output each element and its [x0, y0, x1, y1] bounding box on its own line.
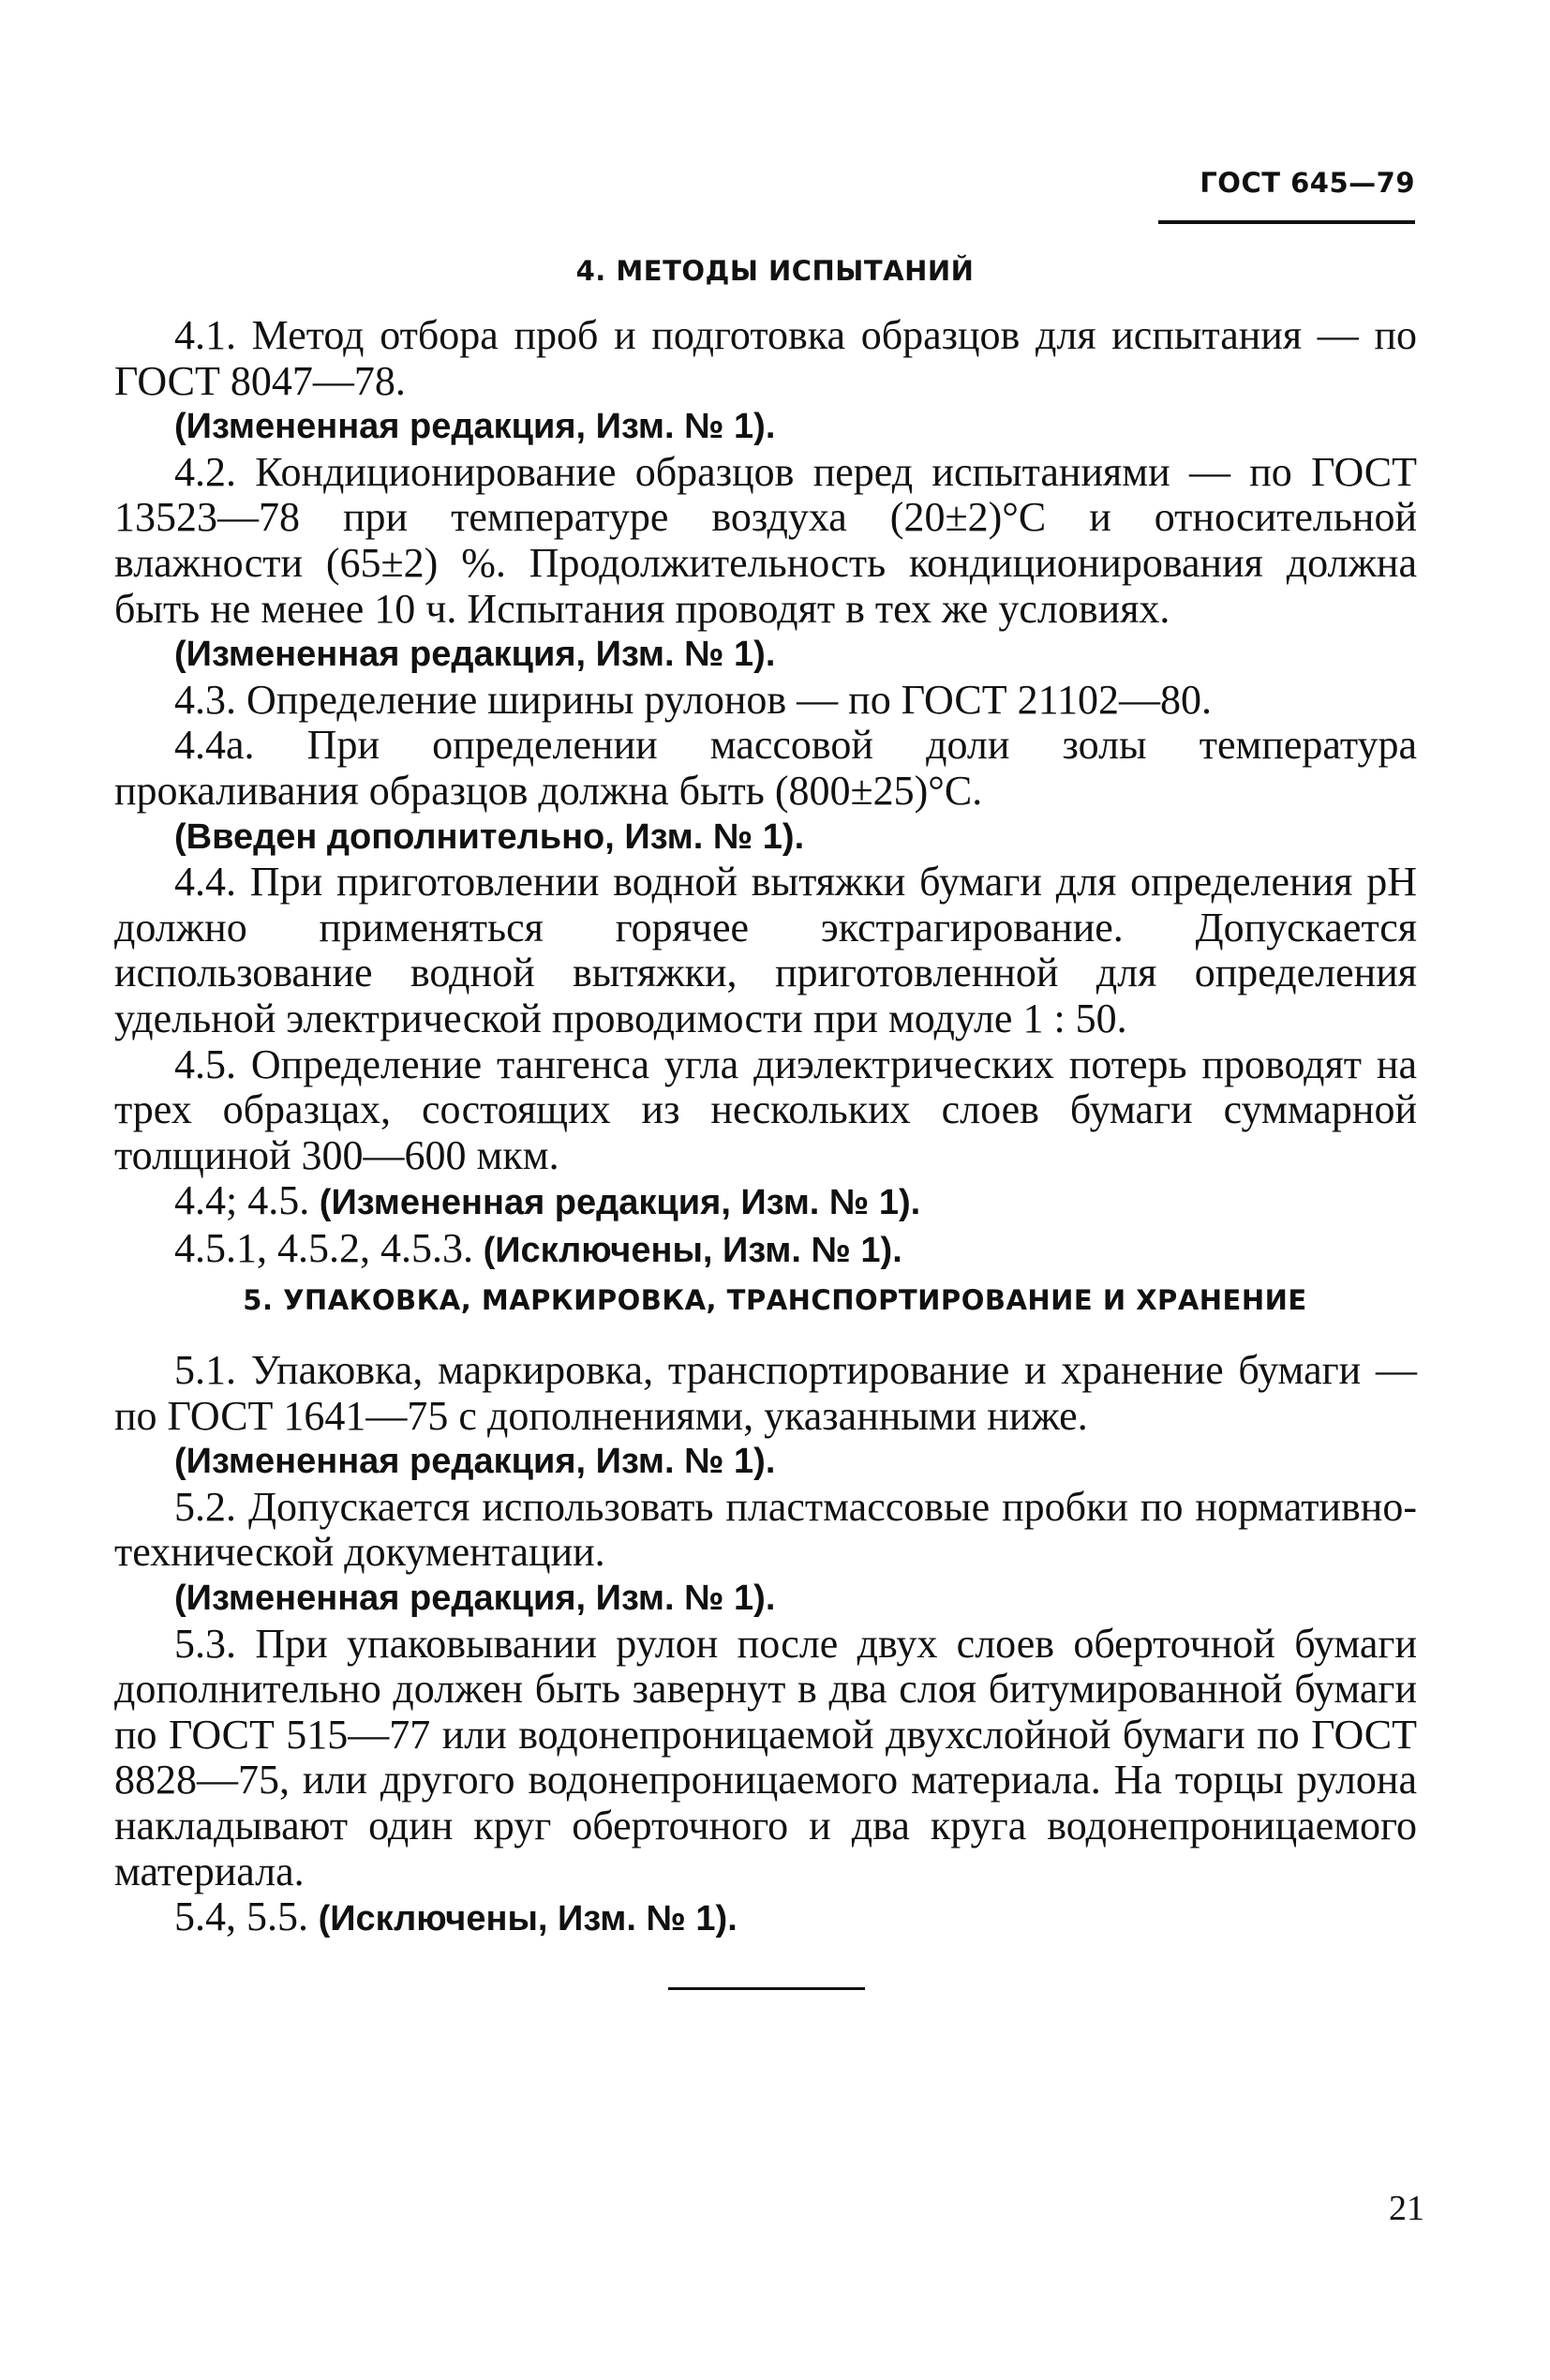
clause-5-2: 5.2. Допускается использовать пластмассовые пробки по нормативно-технической документации.: [114, 1483, 1417, 1576]
clause-5-3: 5.3. При упаковывании рулон после двух слоев оберточной бумаги дополнительно должен быть завернут в два слоя битумированной бумаги по ГОСТ 515—77 или водонепроницаемой двухслойной бумаги по ГОСТ 8828—75, или другого водонепроницаемого материала. На торцы рулона накладывают один круг оберточного и два круга водонепроницаемого материала.: [114, 1620, 1417, 1894]
section-4-body: [114, 313, 1417, 1273]
section-5-body: [114, 1348, 1417, 1942]
note-text: (Исключены, Изм. № 1).: [483, 1230, 902, 1270]
clause-4-5: 4.5. Определение тангенса угла диэлектрических потерь проводят на трех образцах, состоящих из нескольких слоев бумаги суммарной толщиной 300—600 мкм.: [114, 1040, 1417, 1178]
note-clause-ref: 4.5.1, 4.5.2, 4.5.3.: [174, 1224, 473, 1271]
clause-4-2: 4.2. Кондиционирование образцов перед испытаниями — по ГОСТ 13523—78 при температуре воздуха (20±2)°С и относительной влажности (65±2) %. Продолжительность кондиционирования должна быть не менее 10 ч. Испытания проводят в тех же условиях.: [114, 448, 1417, 632]
footer-rule: [668, 1987, 865, 1990]
clause-4-1: 4.1. Метод отбора проб и подготовка образцов для испытания — по ГОСТ 8047—78.: [114, 312, 1417, 404]
note-text: (Измененная редакция, Изм. № 1).: [319, 1183, 921, 1223]
clause-4-3: 4.3. Определение ширины рулонов — по ГОСТ 21102—80.: [174, 676, 1212, 723]
section-5-title: 5. УПАКОВКА, МАРКИРОВКА, ТРАНСПОРТИРОВАНИЕ И ХРАНЕНИЕ: [243, 1284, 1307, 1316]
clause-4-4a: 4.4а. При определении массовой доли золы температура прокаливания образцов должна быть (800±25)°С.: [114, 722, 1417, 814]
note-clause-ref: 4.4; 4.5.: [174, 1177, 310, 1224]
amendment-note-4-2: (Измененная редакция, Изм. № 1).: [174, 635, 776, 675]
amendment-note-4-1: (Измененная редакция, Изм. № 1).: [174, 407, 776, 447]
amendment-note-5-2: (Измененная редакция, Изм. № 1).: [174, 1578, 776, 1618]
page-number: 21: [1389, 2189, 1424, 2228]
clause-5-1: 5.1. Упаковка, маркировка, транспортирование и хранение бумаги — по ГОСТ 1641—75 с дополнениями, указанными ниже.: [114, 1347, 1417, 1439]
amendment-note-5-1: (Измененная редакция, Изм. № 1).: [174, 1442, 776, 1482]
note-text: (Исключены, Изм. № 1).: [318, 1899, 738, 1939]
amendment-note-4-4a: (Введен дополнительно, Изм. № 1).: [174, 816, 805, 857]
note-clause-ref: 5.4, 5.5.: [174, 1894, 308, 1940]
amendment-note-5-4-5-5: [114, 1894, 1417, 1942]
clause-4-4: 4.4. При приготовлении водной вытяжки бумаги для определения pH должно применяться горячее экстрагирование. Допускается использование водной вытяжки, приготовленной для определения удельной электрической проводимости при модуле 1 : 50.: [114, 859, 1417, 1041]
document-header: ГОСТ 645—79: [1200, 167, 1415, 199]
amendment-note-4-5-x: [114, 1226, 1417, 1274]
amendment-note-4-4-4-5: [114, 1178, 1417, 1226]
header-rule: [1158, 220, 1415, 224]
section-4-title: 4. МЕТОДЫ ИСПЫТАНИЙ: [575, 255, 975, 287]
